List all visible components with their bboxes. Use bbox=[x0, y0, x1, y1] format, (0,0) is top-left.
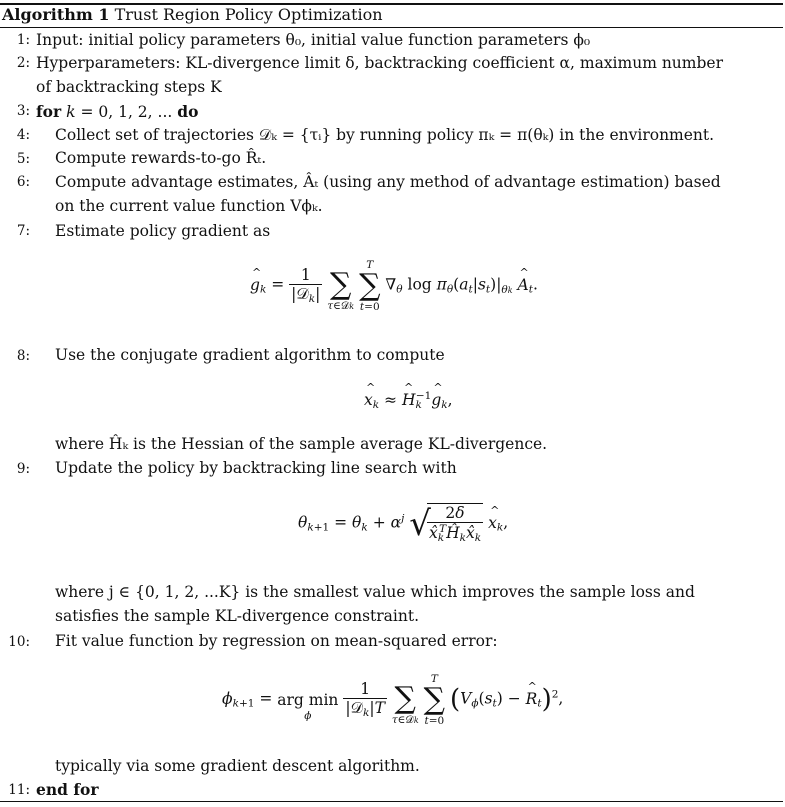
step-number: 8: bbox=[16, 348, 30, 364]
step-8-continued: where Ĥₖ is the Hessian of the sample average KL-divergence. bbox=[55, 435, 548, 453]
header-rule bbox=[0, 27, 783, 28]
line-search-equation: $\theta_{k+1} = \theta_k + \alpha^j$ √ $\frac{2\delta}{x̂_k^TĤ_kx̂_k}$ ^ $x_k$, bbox=[298, 503, 508, 544]
step-number: 4: bbox=[16, 127, 30, 143]
step-8-text: Use the conjugate gradient algorithm to compute bbox=[55, 346, 445, 364]
step-number: 10: bbox=[8, 634, 30, 650]
policy-gradient-equation: ^ $g_k$ = $\frac{1}{|𝒟_k|}$ ∑ τ∈𝒟k T ∑ t=0 $\nabla_\theta$ $\log \pi_\theta(a_t|s_t)|_{\theta k}$ ^ $A_t$. bbox=[250, 258, 538, 313]
step-number: 7: bbox=[16, 223, 30, 239]
step-7-text: Estimate policy gradient as bbox=[55, 222, 271, 240]
algorithm-header bbox=[2, 7, 383, 23]
step-number: 3: bbox=[16, 103, 30, 119]
step-9-continued: where j ∈ {0, 1, 2, ...K} is the smallest value which improves the sample loss and bbox=[55, 583, 695, 601]
step-number: 1: bbox=[16, 32, 30, 48]
step-5-text: Compute rewards-to-go R̂ₜ. bbox=[55, 149, 267, 167]
do-keyword: do bbox=[177, 102, 199, 121]
step-9-continued-2: satisfies the sample KL-divergence constraint. bbox=[55, 607, 420, 625]
value-function-equation: $\phi_{k+1}$ = arg min ϕ $\frac{1}{|𝒟_k|T}$ ∑ τ∈𝒟k T ∑ t=0 ($V_\phi(s_t)$ − ^ $R_t)^2$, bbox=[222, 672, 563, 727]
step-9-text: Update the policy by backtracking line search with bbox=[55, 459, 457, 477]
algorithm-label: Algorithm 1 bbox=[2, 5, 110, 24]
step-number: 9: bbox=[16, 461, 30, 477]
step-6-text: Compute advantage estimates, Âₜ (using any method of advantage estimation) based bbox=[55, 173, 721, 191]
step-4-text: Collect set of trajectories 𝒟ₖ = {τᵢ} by running policy πₖ = π(θₖ) in the environment. bbox=[55, 126, 715, 144]
step-1-text: Input: initial policy parameters θ₀, initial value function parameters ϕ₀ bbox=[36, 31, 591, 49]
step-number: 5: bbox=[16, 151, 30, 167]
step-10-text: Fit value function by regression on mean-squared error: bbox=[55, 632, 498, 650]
step-number: 6: bbox=[16, 174, 30, 190]
bottom-rule bbox=[0, 801, 783, 802]
step-2-continued: of backtracking steps K bbox=[36, 78, 222, 96]
end-for-keyword: end for bbox=[36, 780, 99, 799]
algorithm-title: Trust Region Policy Optimization bbox=[114, 5, 383, 24]
step-10-continued: typically via some gradient descent algorithm. bbox=[55, 757, 420, 775]
step-number: 2: bbox=[16, 55, 30, 71]
step-6-continued: on the current value function Vϕₖ. bbox=[55, 197, 323, 215]
conjugate-gradient-equation: ^ $x_k$ ≈ ^ $H_k^{-1}\^{}$ $g_k$, bbox=[364, 390, 453, 411]
step-3-text: for k = 0, 1, 2, ... do bbox=[36, 102, 199, 121]
step-number: 11: bbox=[8, 782, 30, 798]
step-2-text: Hyperparameters: KL-divergence limit δ, backtracking coefficient α, maximum number bbox=[36, 54, 723, 72]
for-keyword: for bbox=[36, 102, 62, 121]
